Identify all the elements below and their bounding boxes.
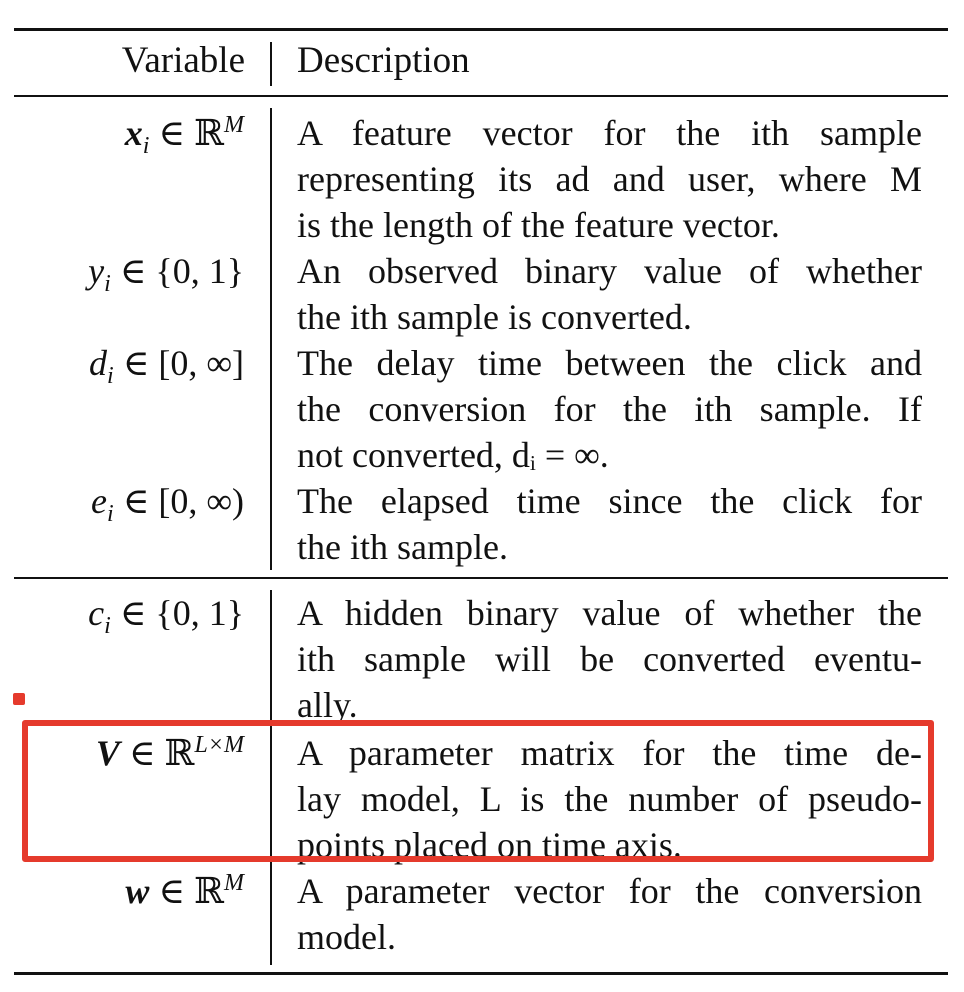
description-cell (297, 478, 922, 570)
description-line: the ith sample is converted. (297, 297, 692, 337)
variable-superscript: M (224, 112, 244, 138)
description-line: ith sample will be converted eventu- (297, 639, 922, 679)
top-rule (14, 28, 948, 31)
description-line: An observed binary value of whether (297, 251, 922, 291)
bottom-rule (14, 972, 948, 975)
variable-subscript: i (104, 613, 111, 640)
variable-subscript: i (104, 271, 111, 298)
variable-domain: ∈ {0, 1} (110, 251, 244, 291)
description-line: A feature vector for the ith sample (297, 113, 922, 153)
description-line: is the length of the feature vector. (297, 205, 780, 245)
variable-symbol: d (89, 343, 108, 383)
variable-superscript: L×M (194, 732, 244, 758)
variable-symbol: V (95, 733, 120, 773)
variable-superscript: M (224, 870, 244, 896)
variable-subscript: i (107, 501, 114, 528)
variable-domain: ∈ ℝ (119, 733, 195, 773)
mid-rule (14, 577, 948, 579)
description-line: The elapsed time since the click for (297, 481, 922, 521)
header-separator (270, 42, 272, 86)
variable-cell (89, 340, 244, 390)
variable-domain: ∈ [0, ∞) (113, 481, 244, 521)
description-line: A hidden binary value of whether the (297, 593, 922, 633)
highlight-box (22, 720, 934, 862)
description-line: The delay time between the click and (297, 343, 922, 383)
description-cell (297, 110, 922, 248)
description-line: A parameter matrix for the time de- (297, 733, 922, 773)
variable-symbol: y (88, 251, 105, 291)
description-line: the conversion for the ith sample. If (297, 389, 922, 429)
variable-symbol: e (91, 481, 108, 521)
description-cell (297, 340, 922, 478)
header-variable: Variable (121, 40, 245, 81)
variable-domain: ∈ [0, ∞] (113, 343, 244, 383)
variable-symbol: x (124, 113, 143, 153)
description-line: ally. (297, 685, 358, 725)
variable-subscript: i (142, 133, 150, 160)
header-description: Description (297, 40, 470, 81)
variable-symbol: c (88, 593, 105, 633)
variable-domain: ∈ ℝ (149, 871, 224, 911)
header-rule (14, 95, 948, 97)
variable-cell (88, 590, 244, 640)
description-line: A parameter vector for the conversion (297, 871, 922, 911)
description-line: model. (297, 917, 396, 957)
variable-domain: ∈ {0, 1} (110, 593, 244, 633)
annotation-dot (13, 693, 25, 705)
variable-cell (124, 110, 244, 160)
column-separator-upper (270, 108, 272, 570)
description-cell (297, 248, 922, 340)
variable-cell (91, 478, 244, 528)
description-line: the ith sample. (297, 527, 508, 567)
description-cell (297, 590, 922, 728)
variable-cell (88, 248, 244, 298)
variable-symbol: w (125, 871, 150, 911)
description-line: representing its ad and user, where M (297, 159, 922, 199)
description-line: lay model, L is the number of pseudo- (297, 779, 922, 819)
description-cell (297, 868, 922, 960)
variable-cell (125, 868, 244, 914)
description-line: not converted, dᵢ = ∞. (297, 435, 609, 475)
description-line: points placed on time axis. (297, 825, 682, 865)
variable-domain: ∈ ℝ (149, 113, 224, 153)
variable-subscript: i (107, 363, 114, 390)
